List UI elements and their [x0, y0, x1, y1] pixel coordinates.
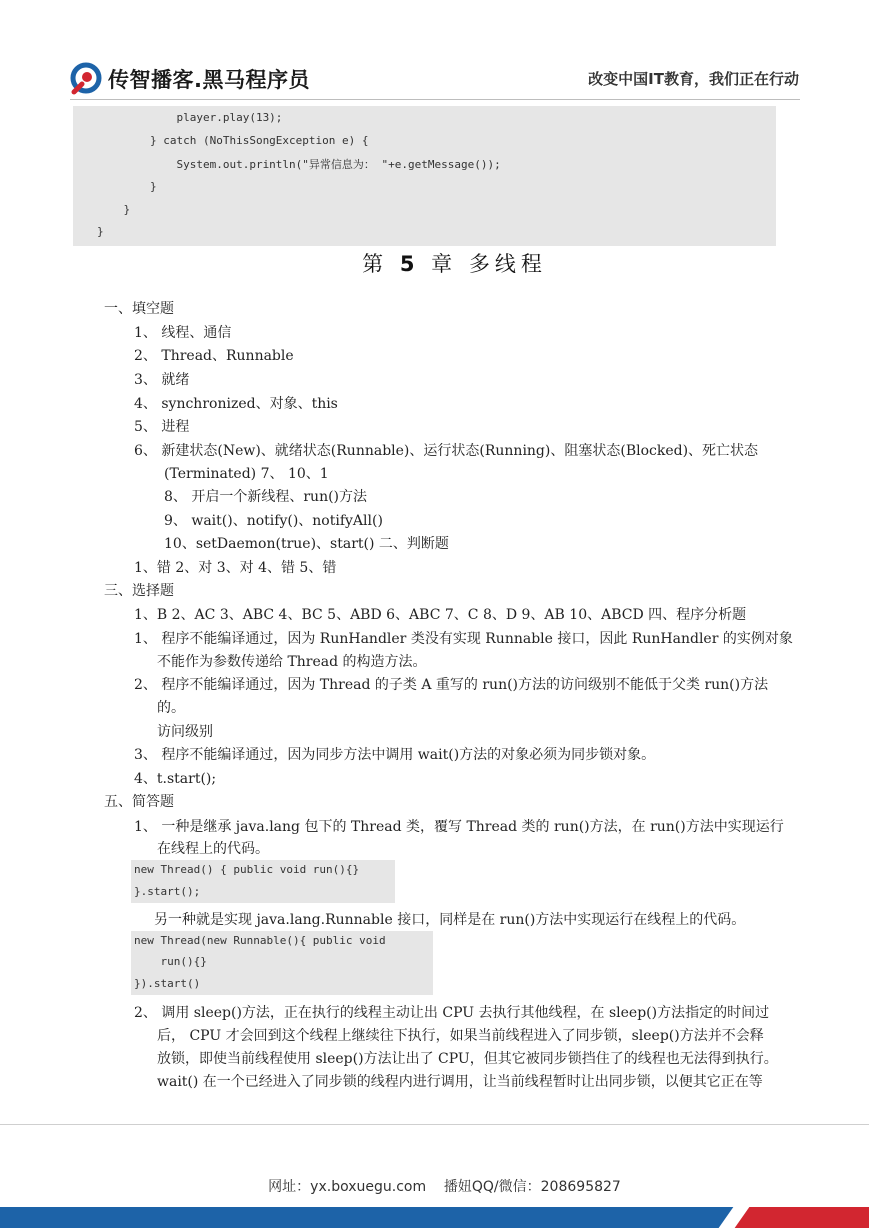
- judge-answers: 1、错 2、对 3、对 4、错 5、错: [134, 560, 337, 576]
- section-heading: 五、简答题: [104, 794, 174, 810]
- list-item: 9、 wait()、notify()、notifyAll(): [164, 513, 383, 529]
- analysis-item: 2、 程序不能编译通过，因为 Thread 的子类 A 重写的 run()方法的访问级别不能低于父类 run()方法: [134, 677, 769, 693]
- code-block-top: [73, 106, 776, 246]
- code-line: new Thread(new Runnable(){ public void: [134, 934, 386, 947]
- answer-text: 后， CPU 才会回到这个线程上继续往下执行，如果当前线程进入了同步锁，sleep()方法并不会释: [157, 1028, 764, 1044]
- answer-text: 另一种就是实现 java.lang.Runnable 接口，同样是在 run()方法中实现运行在线程上的代码。: [154, 912, 746, 928]
- footer-divider: [0, 1124, 869, 1125]
- footer-contact: 网址：yx.boxuegu.com 播妞QQ/微信：208695827: [268, 1179, 621, 1195]
- list-item: 5、 进程: [134, 419, 190, 435]
- code-line: } catch (NoThisSongException e) {: [97, 134, 369, 147]
- code-line: new Thread() { public void run(){}: [134, 863, 360, 876]
- code-line: }: [97, 180, 157, 193]
- brand-name: 传智播客.黑马程序员: [108, 68, 310, 92]
- code-line: run(){}: [134, 955, 207, 968]
- list-item: 3、 就绪: [134, 372, 190, 388]
- code-line: }).start(): [134, 977, 201, 990]
- analysis-item: 访问级别: [157, 724, 213, 740]
- section-heading: 一、填空题: [104, 301, 174, 317]
- top-border: [0, 0, 869, 1]
- list-item: 8、 开启一个新线程、run()方法: [164, 489, 368, 505]
- analysis-item: 3、 程序不能编译通过，因为同步方法中调用 wait()方法的对象必须为同步锁对象。: [134, 747, 656, 763]
- answer-text: 放锁，即使当前线程使用 sleep()方法让出了 CPU，但其它被同步锁挡住了的线程也无法得到执行。: [157, 1051, 778, 1067]
- section-heading: 三、选择题: [104, 583, 174, 599]
- analysis-item: 的。: [157, 700, 185, 716]
- code-block-thread: [131, 860, 395, 903]
- chuanzhi-logo-icon: [70, 62, 106, 96]
- list-item: 10、setDaemon(true)、start() 二、判断题: [164, 536, 449, 552]
- list-item: 6、 新建状态(New)、就绪状态(Runnable)、运行状态(Running)、阻塞状态(Blocked)、死亡状态: [134, 443, 759, 459]
- code-line: System.out.println("异常信息为： "+e.getMessage());: [97, 158, 501, 171]
- analysis-item: 1、 程序不能编译通过，因为 RunHandler 类没有实现 Runnable 接口，因此 RunHandler 的实例对象: [134, 631, 793, 647]
- code-block-runnable: [131, 931, 433, 995]
- analysis-item: 不能作为参数传递给 Thread 的构造方法。: [157, 654, 427, 670]
- answer-text: wait() 在一个已经进入了同步锁的线程内进行调用，让当前线程暂时让出同步锁，以便其它正在等: [157, 1074, 763, 1090]
- code-line: }.start();: [134, 885, 201, 898]
- list-item: 1、 线程、通信: [134, 325, 232, 341]
- header-divider: [70, 99, 800, 100]
- list-item: 2、 Thread、Runnable: [134, 348, 294, 364]
- code-line: player.play(13);: [97, 111, 283, 124]
- analysis-item: 4、t.start();: [134, 771, 217, 787]
- choice-answers: 1、B 2、AC 3、ABC 4、BC 5、ABD 6、ABC 7、C 8、D 9、AB 10、ABCD 四、程序分析题: [134, 607, 747, 623]
- footer-red-stripe: [735, 1207, 869, 1228]
- list-item: 4、 synchronized、对象、this: [134, 396, 338, 412]
- answer-text: 在线程上的代码。: [157, 841, 269, 857]
- list-item: (Terminated) 7、 10、1: [164, 466, 329, 482]
- chapter-title: 第 5 章 多线程: [362, 252, 547, 276]
- code-line: }: [97, 203, 131, 216]
- answer-text: 1、 一种是继承 java.lang 包下的 Thread 类，覆写 Thread 类的 run()方法，在 run()方法中实现运行: [134, 819, 784, 835]
- slogan: 改变中国IT教育，我们正在行动: [588, 70, 799, 88]
- code-line: }: [97, 225, 104, 238]
- answer-text: 2、 调用 sleep()方法，正在执行的线程主动让出 CPU 去执行其他线程，在 sleep()方法指定的时间过: [134, 1005, 770, 1021]
